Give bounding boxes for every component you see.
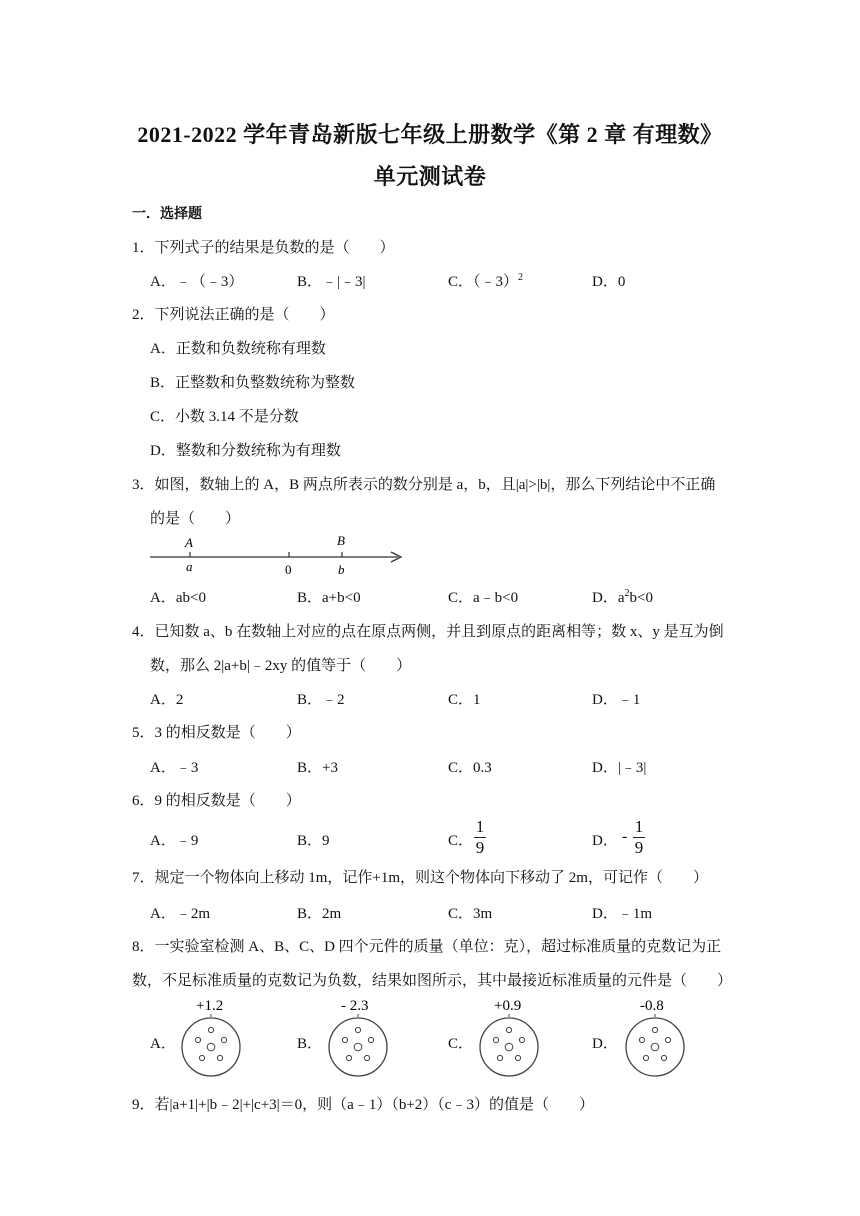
q4-stem-line-2: 数，那么 2|a+b|﹣2xy 的值等于（ ） — [150, 658, 412, 674]
q5-option-d: D．|﹣3| — [592, 760, 647, 776]
component-b-hole — [355, 1027, 360, 1032]
q2-option-c: C．小数 3.14 不是分数 — [150, 409, 299, 425]
q6-option-b: B．9 — [297, 833, 330, 849]
component-c-hole — [505, 1043, 513, 1051]
q8-option-d: D． — [592, 1036, 618, 1052]
q8-stem-line-2: 数，不足标准质量的克数记为负数，结果如图所示，其中最接近标准质量的元件是（ ） — [132, 973, 733, 989]
q3-option-d-post: b<0 — [629, 590, 653, 606]
q1-option-c-text: C．（﹣3） — [448, 274, 519, 290]
q7-option-d: D．﹣1m — [592, 906, 653, 922]
point-a-label: A — [185, 535, 193, 550]
component-c-hole — [519, 1037, 524, 1042]
q1-option-d: D．0 — [592, 274, 626, 290]
q6-option-d: D． — [592, 833, 618, 849]
component-d-hole — [651, 1043, 659, 1051]
q6-option-c: C． — [448, 833, 474, 849]
q8-stem-line-1: 8．一实验室检测 A、B、C、D 四个元件的质量（单位：克），超过标准质量的克数记为正 — [132, 939, 722, 955]
component-a-hole — [199, 1055, 204, 1060]
q8-option-b: B． — [297, 1036, 323, 1052]
point-a-value: a — [186, 559, 193, 574]
component-a-hole — [221, 1037, 226, 1042]
component-a-hole — [207, 1043, 215, 1051]
component-d-figure — [620, 996, 690, 1082]
component-d-hole — [661, 1055, 666, 1060]
q1-option-c — [448, 270, 523, 291]
q3-option-d-pre: D．a — [592, 590, 625, 606]
q6-c-numerator: 1 — [475, 817, 485, 836]
q8-option-a: A． — [150, 1036, 176, 1052]
title-line-2: 单元测试卷 — [373, 164, 487, 189]
q4-stem-line-1: 4．已知数 a、b 在数轴上对应的点在原点两侧，并且到原点的距离相等；数 x、y 是互为倒 — [132, 624, 724, 640]
component-d-hole — [652, 1027, 657, 1032]
q4-option-b: B．﹣2 — [297, 692, 345, 708]
q3-option-c: C．a﹣b<0 — [448, 590, 519, 606]
q1-option-b: B．﹣|﹣3| — [297, 274, 366, 290]
q7-option-b: B．2m — [297, 906, 342, 922]
q4-option-c: C．1 — [448, 692, 481, 708]
component-a-hole — [195, 1037, 200, 1042]
component-c-figure — [474, 996, 544, 1082]
q6-option-d-fraction — [633, 818, 645, 857]
q2-option-d: D．整数和分数统称为有理数 — [150, 443, 341, 459]
q1-stem: 1．下列式子的结果是负数的是（ ） — [132, 240, 395, 256]
component-d-hole — [665, 1037, 670, 1042]
component-b-hole — [342, 1037, 347, 1042]
component-b-value: - 2.3 — [341, 998, 369, 1014]
component-b-hole — [354, 1043, 362, 1051]
q5-option-b: B．+3 — [297, 760, 338, 776]
q7-option-c: C．3m — [448, 906, 493, 922]
component-a-figure — [176, 996, 246, 1082]
q3-stem-line-2: 的是（ ） — [150, 511, 241, 527]
q3-option-b: B．a+b<0 — [297, 590, 361, 606]
q4-option-a: A．2 — [150, 692, 184, 708]
component-a-body — [182, 1018, 240, 1076]
component-b-body — [329, 1018, 387, 1076]
component-a-hole — [217, 1055, 222, 1060]
q3-stem-line-1: 3．如图，数轴上的 A，B 两点所表示的数分别是 a，b，且|a|>|b|，那么下列结论中不正确 — [132, 477, 716, 493]
component-a-value: +1.2 — [196, 998, 224, 1014]
title-line-1: 2021-2022 学年青岛新版七年级上册数学《第 2 章 有理数》 — [137, 122, 723, 147]
q3-option-d-sup: 2 — [624, 588, 630, 599]
q1-option-a: A．﹣（﹣3） — [150, 274, 244, 290]
q6-c-denominator: 9 — [475, 838, 485, 857]
q5-stem: 5．3 的相反数是（ ） — [132, 725, 301, 741]
origin-label: 0 — [285, 562, 292, 577]
q6-option-a: A．﹣9 — [150, 833, 199, 849]
q7-option-a: A．﹣2m — [150, 906, 211, 922]
component-b-hole — [368, 1037, 373, 1042]
component-c-hole — [497, 1055, 502, 1060]
component-c-value: +0.9 — [494, 998, 522, 1014]
component-c-body — [480, 1018, 538, 1076]
q6-d-denominator: 9 — [634, 838, 644, 857]
component-d-hole — [643, 1055, 648, 1060]
component-c-hole — [515, 1055, 520, 1060]
section-heading: 一．选择题 — [132, 207, 202, 222]
point-b-value: b — [338, 562, 345, 577]
component-c-hole — [493, 1037, 498, 1042]
component-b-figure — [323, 996, 393, 1082]
q6-d-numerator: 1 — [634, 817, 644, 836]
q3-option-a: A．ab<0 — [150, 590, 206, 606]
q5-option-a: A．﹣3 — [150, 760, 199, 776]
number-line-figure — [148, 532, 408, 578]
q7-stem: 7．规定一个物体向上移动 1m，记作+1m，则这个物体向下移动了 2m，可记作（ ） — [132, 870, 708, 886]
q6-d-sign: - — [622, 828, 628, 845]
q2-option-b: B．正整数和负整数统称为整数 — [150, 375, 356, 391]
q9-stem: 9．若|a+1|+|b﹣2|+|c+3|＝0，则（a﹣1）（b+2）（c﹣3）的值是（ ） — [132, 1097, 594, 1113]
q1-option-c-sup: 2 — [518, 272, 524, 283]
component-d-body — [626, 1018, 684, 1076]
component-a-hole — [208, 1027, 213, 1032]
q4-option-d: D．﹣1 — [592, 692, 641, 708]
component-b-hole — [346, 1055, 351, 1060]
q2-stem: 2．下列说法正确的是（ ） — [132, 307, 335, 323]
component-b-hole — [364, 1055, 369, 1060]
q2-option-a: A．正数和负数统称有理数 — [150, 341, 326, 357]
q8-option-c: C． — [448, 1036, 474, 1052]
q5-option-c: C．0.3 — [448, 760, 492, 776]
q6-stem: 6．9 的相反数是（ ） — [132, 793, 301, 809]
component-d-hole — [639, 1037, 644, 1042]
q6-option-c-fraction — [474, 818, 486, 857]
q3-option-d — [592, 586, 653, 607]
component-c-hole — [506, 1027, 511, 1032]
point-b-label: B — [337, 533, 345, 548]
component-d-value: -0.8 — [640, 998, 664, 1014]
